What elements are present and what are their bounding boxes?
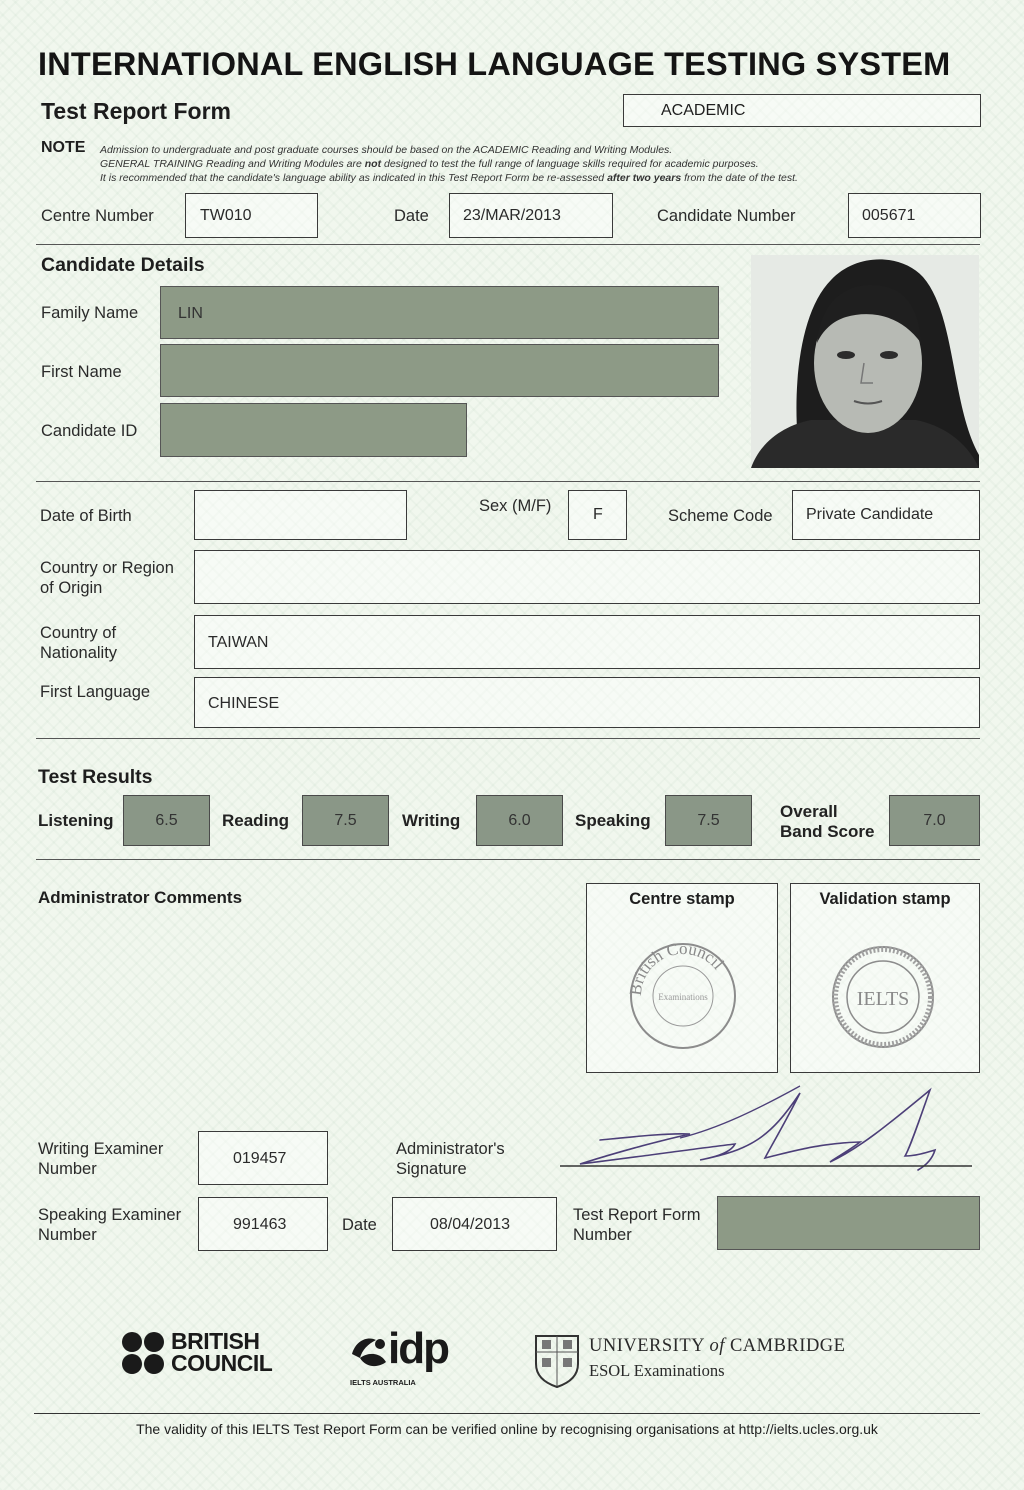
svg-text:IELTS: IELTS bbox=[856, 988, 910, 1010]
cambridge-text-1a: UNIVERSITY bbox=[589, 1336, 710, 1356]
first-language-value: CHINESE bbox=[208, 695, 280, 712]
sex-value: F bbox=[593, 506, 603, 523]
centre-stamp-label: Centre stamp bbox=[629, 890, 735, 908]
overall-band-score: 7.0 bbox=[923, 812, 946, 829]
module-value: ACADEMIC bbox=[661, 102, 746, 119]
cambridge-logo bbox=[534, 1334, 864, 1390]
cambridge-text-1c: CAMBRIDGE bbox=[724, 1336, 846, 1356]
idp-logo bbox=[348, 1324, 468, 1388]
administrator-comments-label: Administrator Comments bbox=[38, 888, 243, 907]
sex-box bbox=[568, 490, 627, 540]
cambridge-text-1b: of bbox=[709, 1336, 725, 1356]
administrator-signature-label: Administrator's Signature bbox=[396, 1140, 505, 1178]
speaking-score-box bbox=[665, 795, 752, 846]
speaking-examiner-box bbox=[198, 1197, 328, 1251]
nationality-label: Country of Nationality bbox=[40, 624, 118, 662]
test-date-box bbox=[449, 193, 613, 238]
candidate-number-label: Candidate Number bbox=[657, 207, 796, 225]
centre-stamp-box bbox=[586, 883, 778, 1073]
date-of-birth-box bbox=[194, 490, 407, 540]
footer-divider bbox=[34, 1413, 980, 1414]
candidate-number-box bbox=[848, 193, 981, 238]
first-language-label: First Language bbox=[40, 683, 151, 701]
date-of-birth-label: Date of Birth bbox=[40, 507, 132, 525]
svg-text:Examinations: Examinations bbox=[658, 992, 708, 1002]
divider bbox=[36, 859, 980, 860]
cambridge-text-2: ESOL Examinations bbox=[589, 1361, 725, 1380]
candidate-photo bbox=[751, 255, 979, 468]
admin-date-box bbox=[392, 1197, 557, 1251]
first-name-field-redacted bbox=[160, 344, 719, 397]
british-council-logo bbox=[121, 1330, 281, 1378]
country-of-origin-box bbox=[194, 550, 980, 604]
note-line-3: It is recommended that the candidate's language ability as indicated in this Test Report Form be re-assessed after two years from the date of the test. bbox=[100, 172, 798, 184]
nationality-value: TAIWAN bbox=[208, 634, 269, 651]
validation-stamp-label: Validation stamp bbox=[819, 890, 951, 908]
family-name-label: Family Name bbox=[41, 304, 139, 322]
overall-score-box bbox=[889, 795, 980, 846]
writing-label: Writing bbox=[402, 811, 461, 830]
idp-subtext: IELTS AUSTRALIA bbox=[350, 1378, 416, 1387]
writing-examiner-value: 019457 bbox=[233, 1150, 287, 1167]
document-title: INTERNATIONAL ENGLISH LANGUAGE TESTING SYSTEM bbox=[38, 46, 951, 82]
divider bbox=[36, 738, 980, 739]
nationality-box bbox=[194, 615, 980, 669]
candidate-id-label: Candidate ID bbox=[41, 422, 138, 440]
centre-number-label: Centre Number bbox=[41, 207, 154, 225]
scheme-code-value: Private Candidate bbox=[806, 506, 934, 523]
british-council-text-1: BRITISH bbox=[171, 1328, 260, 1354]
test-date-value: 23/MAR/2013 bbox=[463, 207, 561, 224]
writing-examiner-label: Writing Examiner Number bbox=[38, 1140, 164, 1178]
idp-text: idp bbox=[388, 1324, 448, 1373]
first-name-label: First Name bbox=[41, 363, 122, 381]
trf-number-label: Test Report Form Number bbox=[573, 1206, 701, 1244]
cambridge-shield-icon bbox=[534, 1334, 580, 1388]
svg-text:British Council: British Council bbox=[625, 938, 728, 997]
validation-stamp-box bbox=[790, 883, 980, 1073]
centre-number-value: TW010 bbox=[200, 207, 252, 224]
divider bbox=[36, 244, 980, 245]
writing-score: 6.0 bbox=[508, 812, 531, 829]
administrator-signature bbox=[560, 1078, 980, 1188]
test-results-heading: Test Results bbox=[38, 766, 153, 788]
british-council-text-2: COUNCIL bbox=[171, 1350, 273, 1376]
reading-label: Reading bbox=[222, 811, 290, 830]
candidate-details-heading: Candidate Details bbox=[41, 254, 205, 276]
speaking-examiner-label: Speaking Examiner Number bbox=[38, 1206, 182, 1244]
centre-stamp-seal bbox=[623, 936, 743, 1056]
verification-note: The validity of this IELTS Test Report Form can be verified online by recognising organisations at http://ielts.ucles.org.uk bbox=[136, 1421, 878, 1437]
speaking-label: Speaking bbox=[575, 811, 651, 830]
writing-examiner-box bbox=[198, 1131, 328, 1185]
candidate-photo-image bbox=[751, 255, 979, 468]
note-line-2: GENERAL TRAINING Reading and Writing Modules are not designed to test the full range of language skills required for academic purposes. bbox=[100, 158, 759, 170]
writing-score-box bbox=[476, 795, 563, 846]
family-name-field bbox=[160, 286, 719, 339]
family-name-value: LIN bbox=[178, 305, 203, 322]
admin-date-value: 08/04/2013 bbox=[430, 1216, 511, 1233]
admin-date-label: Date bbox=[342, 1216, 377, 1234]
module-box bbox=[623, 94, 981, 127]
note-line-1: Admission to undergraduate and post graduate courses should be based on the ACADEMIC Reading and Writing Modules. bbox=[100, 144, 673, 156]
candidate-number-value: 005671 bbox=[862, 207, 916, 224]
divider bbox=[36, 481, 980, 482]
form-subtitle: Test Report Form bbox=[41, 98, 231, 124]
reading-score: 7.5 bbox=[334, 812, 357, 829]
note-label: NOTE bbox=[41, 139, 86, 156]
country-of-origin-label: Country or Region of Origin bbox=[40, 559, 174, 597]
scheme-code-label: Scheme Code bbox=[668, 507, 773, 525]
validation-stamp-seal bbox=[828, 942, 938, 1052]
listening-score-box bbox=[123, 795, 210, 846]
trf-number-field-redacted bbox=[717, 1196, 980, 1250]
listening-score: 6.5 bbox=[155, 812, 178, 829]
scheme-code-box bbox=[792, 490, 980, 540]
candidate-id-field-redacted bbox=[160, 403, 467, 457]
reading-score-box bbox=[302, 795, 389, 846]
first-language-box bbox=[194, 677, 980, 728]
date-label: Date bbox=[394, 207, 429, 225]
listening-label: Listening bbox=[38, 811, 114, 830]
speaking-score: 7.5 bbox=[697, 812, 720, 829]
sex-label: Sex (M/F) bbox=[479, 497, 552, 515]
overall-band-label: Overall Band Score bbox=[780, 802, 875, 841]
idp-leaf-icon bbox=[348, 1334, 390, 1376]
speaking-examiner-value: 991463 bbox=[233, 1216, 287, 1233]
centre-number-box bbox=[185, 193, 318, 238]
british-council-dots-icon bbox=[121, 1331, 167, 1377]
